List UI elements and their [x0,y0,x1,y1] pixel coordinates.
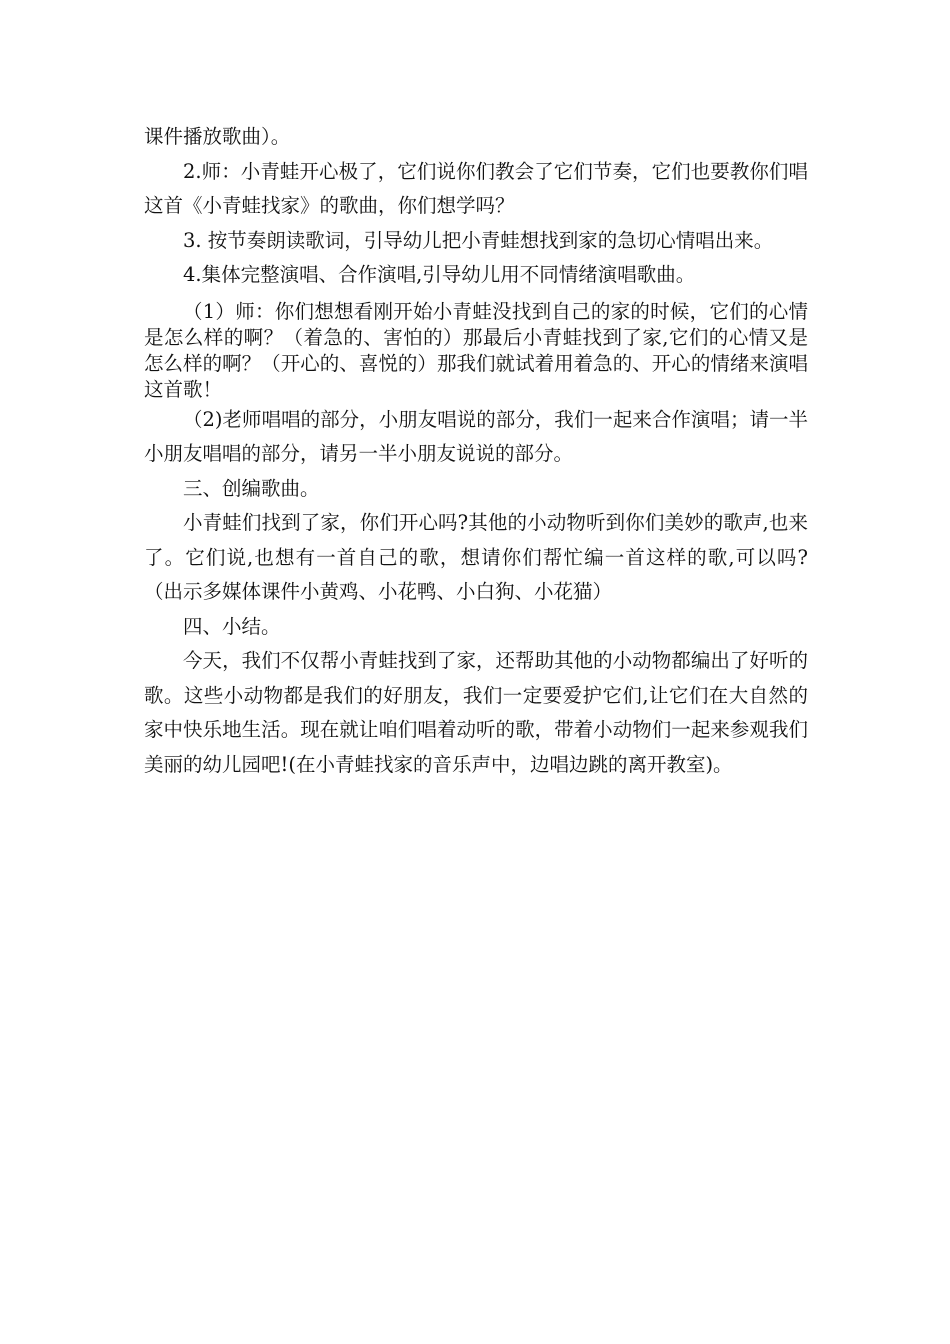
section-heading-create-song: 三、创编歌曲。 [183,476,320,500]
paragraph-substep-1: （1）师：你们想想看刚开始小青蛙没找到自己的家的时候，它们的心情是怎么样的啊？（着急的、害怕的）那最后小青蛙找到了家,它们的心情又是怎么样的啊？（开心的、喜悦的）那我们就试着用着急的、开心的情绪来演唱这首歌！ [144,299,808,401]
paragraph-summary: 今天，我们不仅帮小青蛙找到了家，还帮助其他的小动物都编出了好听的歌。这些小动物都是我们的好朋友，我们一定要爱护它们,让它们在大自然的家中快乐地生活。现在就让咱们唱着动听的歌，带着小动物们一起来参观我们美丽的幼儿园吧!(在小青蛙找家的音乐声中，边唱边跳的离开教室)。 [144,649,808,776]
paragraph-substep-2: （2)老师唱唱的部分，小朋友唱说的部分，我们一起来合作演唱；请一半小朋友唱唱的部分，请另一半小朋友说说的部分。 [144,407,808,465]
paragraph-create-song: 小青蛙们找到了家，你们开心吗?其他的小动物听到你们美妙的歌声,也来了。它们说,也想有一首自己的歌，想请你们帮忙编一首这样的歌,可以吗?（出示多媒体课件小黄鸡、小花鸭、小白狗、小花猫） [144,511,808,603]
paragraph-step-3: 3. 按节奏朗读歌词，引导幼儿把小青蛙想找到家的急切心情唱出来。 [183,228,774,252]
document-body [144,120,808,782]
paragraph-continuation: 课件播放歌曲）。 [144,125,291,148]
paragraph-step-2: 2.师：小青蛙开心极了，它们说你们教会了它们节奏，它们也要教你们唱这首《小青蛙找家》的歌曲，你们想学吗？ [144,159,808,217]
paragraph-step-4: 4.集体完整演唱、合作演唱,引导幼儿用不同情绪演唱歌曲。 [183,263,696,286]
section-heading-summary: 四、小结。 [183,614,281,638]
